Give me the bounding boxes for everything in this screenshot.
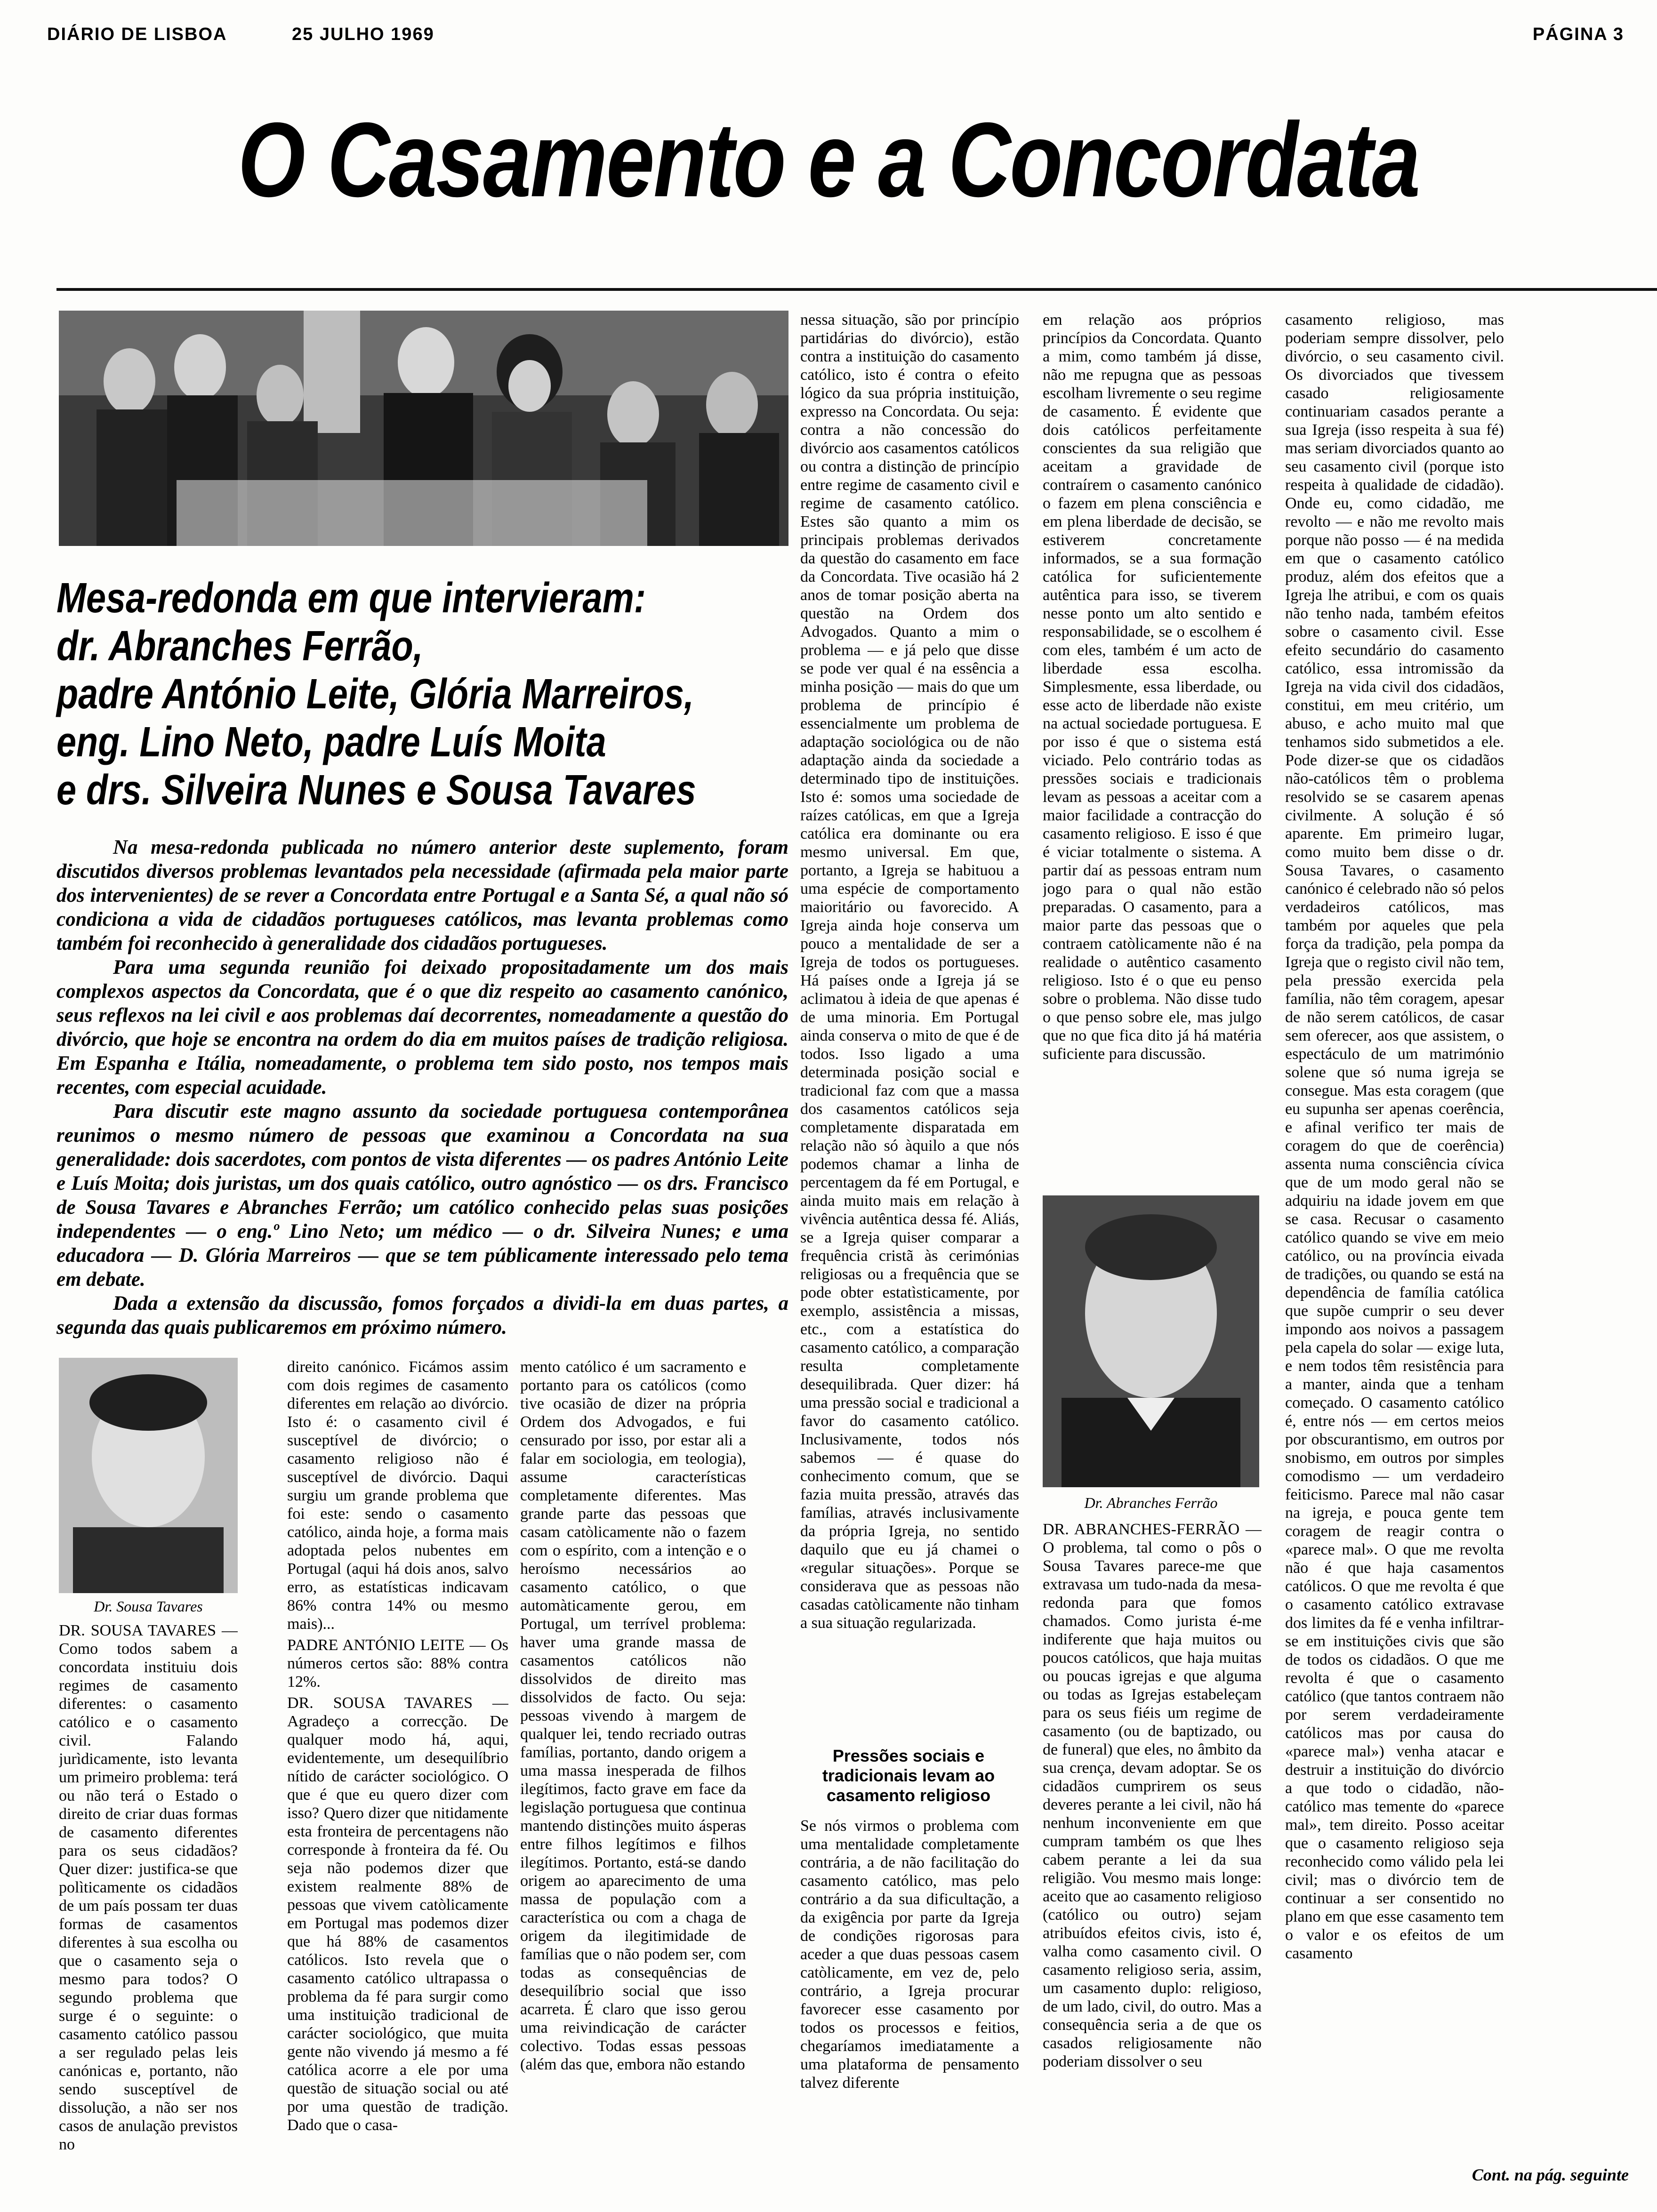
page-number: PÁGINA 3 [1532, 24, 1624, 44]
column-middle-1 [800, 311, 1019, 1713]
column-right [1285, 311, 1504, 2146]
roundtable-group-photo [59, 311, 788, 546]
subhead: Pressões sociais e tradicionais levam ao casamento religioso [822, 1746, 995, 1805]
deck-line-2: dr. Abranches Ferrão, [56, 623, 423, 670]
column-lower-1 [59, 1621, 238, 2163]
column-text: PADRE ANTÓNIO LEITE — Os números certos são: 88% contra 12%. [287, 1636, 508, 1691]
column-text: DR. ABRANCHES-FERRÃO — O problema, tal como o pôs o Sousa Tavares parece-me que extravasa um tudo-nada da mesa-redonda para que fomos chamados. Como jurista é-me indiferente que haja muitos ou poucos católicos, que haja muitas ou poucas igrejas e que alguma ou todas as Igrejas estabeleçam para os seus fiéis um regime de casamento (ou de baptizado, ou de funeral) que eles, no âmbito da sua crença, devam adoptar. Se os cidadãos cumprirem os seus deveres perante a lei civil, não há nenhum inconveniente em que cumpram também os que lhes cabem perante a lei da sua religião. Vou mesmo mais longe: aceito que ao casamento religioso (católico ou outro) sejam atribuídos efeitos civis, isto é, valha como casamento civil. O casamento religioso seria, assim, um casamento duplo: religioso, de um lado, civil, do outro. Mas a consequência seria a de que os casados religiosamente não poderiam dissolver o seu [1043, 1521, 1262, 2070]
intro-paragraph-4: Dada a extensão da discussão, fomos forçados a dividi-la em duas partes, a segunda das quais publicaremos em próximo número. [56, 1292, 788, 1338]
masthead [47, 24, 1624, 76]
portrait-abranches-ferrao [1043, 1195, 1259, 1487]
intro-paragraph-2: Para uma segunda reunião foi deixado propositadamente um dos mais complexos aspectos da Concordata, que é o que diz respeito ao casamento canónico, seus reflexos na lei civil e aos problemas daí decorrentes, nomeadamente a questão do divórcio, que hoje se encontra na ordem do dia em muitos países de tradição religiosa. Em Espanha e Itália, nomeadamente, o problema tem sido posto, nos tempos mais recentes, com especial acuidade. [56, 956, 788, 1098]
deck-line-5: e drs. Silveira Nunes e Sousa Tavares [56, 767, 696, 814]
column-lower-3 [520, 1358, 746, 2163]
column-text: DR. SOUSA TAVARES — Agradeço a correcção. De qualquer modo há, aqui, evidentemente, um desequilíbrio nítido de carácter sociológico. O que é que eu quero dizer com isso? Quero dizer que nitidamente esta fronteira de percentagens não corresponde à fronteira da fé. Ou seja não podemos dizer que existem realmente 88% de pessoas que vivem catòlicamente em Portugal mas podemos dizer que há 88% de casamentos católicos. Isto revela que o casamento católico ultrapassa o problema da fé para surgir como uma instituição tradicional de carácter sociológico, que muita gente não vivendo já mesmo a fé católica acorre a ele por uma questão de situação social ou até por uma questão de tradição. Dado que o casa- [287, 1694, 508, 2134]
column-lower-5 [1043, 1520, 1262, 2163]
deck-participants [56, 574, 696, 814]
column-lower-4 [800, 1817, 1019, 2163]
caption-sousa-tavares: Dr. Sousa Tavares [94, 1598, 203, 1615]
column-lower-2 [287, 1358, 508, 2163]
column-text: nessa situação, são por princípio partidárias do divórcio), estão contra a instituição do casamento católico, isto é contra o efeito lógico da sua própria instituição, expresso na Concordata. Ou seja: contra a não concessão do divórcio aos casamentos católicos ou contra a distinção de princípio entre regime de casamento civil e regime de casamento católico. Estes são quanto a mim os principais problemas derivados da questão do casamento em face da Concordata. Tive ocasião há 2 anos de tomar posição aberta na questão na Ordem dos Advogados. Quanto a mim o problema — e já pelo que disse se pode ver qual é na essência a minha posição — mais do que um problema de princípio é essencialmente um problema de adaptação sociológica ou de não adaptação ainda da sociedade a determinado tipo de instituições. Isto é: somos uma sociedade de raízes católicas, em que a Igreja católica era dominante ou era mesmo universal. Em que, portanto, a Igreja se habituou a uma espécie de comportamento maioritário ou favorecido. A Igreja ainda hoje conserva um pouco a mentalidade de ser a Igreja de todos os portugueses. Há países onde a Igreja já se aclimatou à ideia de que apenas é de uma minoria. Em Portugal ainda conserva o mito de que é de todos. Isso ligado a uma determinada posição social e tradicional faz com que a massa dos casamentos católicos seja completamente disparatada em relação não só àquilo a que nós podemos chamar a linha de percentagem da fé em Portugal, e ainda muito mais em relação à vivência autêntica dessa fé. Aliás, se a Igreja quiser comparar a frequência cristã às cerimónias religiosas ou a frequência que se pode obter estatìsticamente, por exemplo, assistência a missas, etc., com a estatística do casamento católico, a comparação resulta completamente desequilibrada. Quer dizer: há uma pressão social e tradicional a favor do casamento católico. Inclusivamente, todos nós sabemos — é quase do conhecimento comum, que se fazia muita pressão, através das famílias, através inclusivamente da própria Igreja, no sentido daquilo que eu já chamei o «regular situações». Porque se considerava que as pessoas não casadas catòlicamente não tinham a sua situação regularizada. [800, 311, 1019, 1632]
column-text: Se nós virmos o problema com uma mentalidade completamente contrária, a de não facilitação do casamento católico, mas pelo contrário a da sua dificultação, a da exigência por parte da Igreja de condições rigorosas para aceder a que duas pessoas casem catòlicamente, em vez de, pelo contrário, a Igreja procurar favorecer esse casamento por todos os processos e feitios, chegaríamos imediatamente a uma plataforma de pensamento talvez diferente [800, 1817, 1019, 2092]
deck-line-1: Mesa-redonda em que intervieram: [56, 575, 646, 622]
deck-line-4: eng. Lino Neto, padre Luís Moita [56, 719, 606, 766]
column-text: direito canónico. Ficámos assim com dois regimes de casamento diferentes em relação ao divórcio. Isto é: o casamento civil é susceptível de divórcio; o casamento religioso não é susceptível de divórcio. Daqui surgiu um grande problema que foi este: sendo o casamento católico, ainda hoje, a forma mais adoptada pelos nubentes em Portugal (aqui há dois anos, salvo erro, as estatísticas indicavam 86% contra 14% ou mesmo mais)... [287, 1358, 508, 1633]
caption-abranches-ferrao: Dr. Abranches Ferrão [1084, 1494, 1218, 1511]
continuation-note: Cont. na pág. seguinte [1472, 2165, 1629, 2184]
column-text: em relação aos próprios princípios da Concordata. Quanto a mim, como também já disse, não me repugna que as pessoas escolham livremente o seu regime de casamento. É evidente que dois católicos perfeitamente conscientes da sua religião que aceitam a gravidade de contraírem o casamento canónico o fazem em plena consciência e em plena liberdade de decisão, se estiverem concretamente informados, se a sua formação católica for suficientemente autêntica para isso, se tiverem nesse ponto um alto sentido e responsabilidade, se o escolhem é com eles, também é um acto de liberdade essa escolha. Simplesmente, essa liberdade, ou esse acto de liberdade não existe na actual sociedade portuguesa. E por isso é que o sistema está viciado. Pelo contrário todas as pressões sociais e tradicionais levam as pessoas a aceitar com a maior facilidade a contracção do casamento religioso. E isso é que é viciar totalmente o sistema. A partir daí as pessoas entram num jogo para o qual não estão preparadas. O casamento, para a maior parte das pessoas que o contraem catòlicamente não é na realidade o autêntico casamento religioso. Isto é o que eu penso sobre o problema. Não disse tudo o que penso sobre ele, mas julgo que no que fica dito já há matéria suficiente para discussão. [1043, 311, 1262, 1063]
portrait-sousa-tavares [59, 1358, 238, 1593]
deck-line-3: padre António Leite, Glória Marreiros, [56, 671, 694, 718]
column-text: casamento religioso, mas poderiam sempre dissolver, pelo divórcio, o seu casamento civil. Os divorciados que tivessem casado religiosamente continuariam casados perante a sua Igreja (isso respeita à sua fé) mas seriam divorciados quanto ao seu casamento civil (porque isto respeita à qualidade de cidadão). Onde eu, como cidadão, me revolto — e não me revolto mais porque não posso — é na medida em que o casamento católico produz, além dos efeitos que a Igreja lhe atribui, e com os quais não tenho nada, também efeitos sobre o casamento civil. Esse efeito secundário do casamento católico, essa intromissão da Igreja na vida civil dos cidadãos, constitui, em meu critério, um abuso, e acho muito mal que tenhamos sido submetidos a ele. Pode dizer-se que os cidadãos não-católicos têm o problema resolvido se se casarem apenas civilmente. A solução é só aparente. Em primeiro lugar, como muito bem disse o dr. Sousa Tavares, o casamento canónico é celebrado não só pelos verdadeiros católicos, mas também por aqueles que pela força da tradição, pela pompa da Igreja que o registo civil não tem, pela pressão exercida pela família, não têm coragem, apesar de não serem católicos, de casar sem oferecer, aos que assistem, o espectáculo de um matrimónio solene que só numa igreja se consegue. Mas esta coragem (que eu supunha ser apenas coerência, e afinal verifico ter mais de coragem do que de coerência) assenta numa consciência cívica que de um modo geral não se adquiriu na idade jovem em que se casa. Recusar o casamento católico quando se vive em meio católico, ou na província eivada de tradições, ou quando se está na dependência de família católica que supõe cumprir o seu dever impondo aos noivos a passagem pela capela do solar — exige luta, e nem todos têm resistência para a manter, ainda que a tenham começado. O casamento católico é, entre nós — em certos meios por obscurantismo, em outros por snobismo, em outros por simples comodismo — um verdadeiro feiticismo. Parece mal não casar na igreja, e pouca gente tem coragem de reagir contra o «parece mal». O que me revolta não é que haja casamentos católicos. O que me revolta é que o casamento católico extravase dos limites da fé e venha infiltrar-se em instituições civis que são de todos os cidadãos. O que me revolta é que o casamento católico (que tantos contraem não por serem verdadeiramente católicos mas por causa do «parece mal») venha atacar e destruir a instituição do divórcio a que todo o cidadão, não-católico mas temente do «parece mal», tem direito. Posso aceitar que o casamento religioso seja reconhecido como válido pela lei civil; mas o divórcio tem de continuar a ser consentido no plano em que esse casamento tem o valor e os efeitos de um casamento [1285, 311, 1504, 1962]
intro-paragraph-3: Para discutir este magno assunto da sociedade portuguesa contemporânea reunimos o mesmo número de pessoas que examinou a Concordata na sua generalidade: dois sacerdotes, com pontos de vista diferentes — os padres António Leite e Luís Moita; dois juristas, um dos quais católico, outro agnóstico — os drs. Francisco de Sousa Tavares e Abranches Ferrão; um católico conhecido pelas suas posições independentes — o eng.º Lino Neto; um médico — o dr. Silveira Nunes; e uma educadora — D. Glória Marreiros — que se tem públicamente interessado pelo tema em debate. [56, 1100, 788, 1290]
intro-paragraph-1: Na mesa-redonda publicada no número anterior deste suplemento, foram discutidos diversos problemas levantados pela necessidade (afirmada pela maior parte dos intervenientes) de se rever a Concordata entre Portugal e a Santa Sé, a qual não só condiciona a vida de cidadãos portugueses católicos, mas levanta problemas como também foi reconhecido à generalidade dos cidadãos portugueses. [56, 836, 788, 954]
headline: O Casamento e a Concordata [238, 100, 1419, 219]
issue-date: 25 JULHO 1969 [292, 24, 434, 44]
headline-rule [56, 288, 1657, 291]
column-middle-2 [1043, 311, 1262, 1191]
column-text: DR. SOUSA TAVARES — Como todos sabem a concordata instituiu dois regimes de casamento diferentes: o casamento católico e o casamento civil. Falando jurìdicamente, isto levanta um primeiro problema: terá ou não terá o Estado o direito de criar duas formas de casamento diferentes para os seus cidadãos? Quer dizer: justifica-se que polìticamente os cidadãos de um país possam ter duas formas de casamentos diferentes à sua escolha ou que o casamento seja o mesmo para todos? O segundo problema que surge é o seguinte: o casamento católico passou a ser regulado pelas leis canónicas e, portanto, não sendo susceptível de dissolução, a não ser nos casos de anulação previstos no [59, 1622, 238, 2153]
intro-text [56, 835, 788, 1339]
column-text: mento católico é um sacramento e portanto para os católicos (como tive ocasião de dizer na própria Ordem dos Advogados, e fui censurado por isso, por estar ali a falar em sociologia, em teologia), assume características completamente diferentes. Mas grande parte das pessoas que casam catòlicamente não o fazem com o espírito, com a intenção e o heroísmo necessários ao casamento católico, o que automàticamente gerou, em Portugal, um terrível problema: haver uma grande massa de casamentos católicos não dissolvidos de direito mas dissolvidos de facto. Ou seja: pessoas vivendo à margem de qualquer lei, tendo recriado outras famílias, portanto, dando origem a uma massa inesperada de filhos ilegítimos, facto grave em face da legislação portuguesa que continua mantendo distinções muito ásperas entre filhos legítimos e filhos ilegítimos. Portanto, está-se dando origem ao aparecimento de uma massa de população com a característica ou com a chaga de origem da ilegitimidade de famílias que o não podem ser, com todas as consequências de desequilíbrio social que isso acarreta. É claro que isso gerou uma reivindicação de carácter colectivo. Todas essas pessoas (além das que, embora não estando [520, 1358, 746, 2073]
newspaper-name: DIÁRIO DE LISBOA [47, 24, 227, 44]
